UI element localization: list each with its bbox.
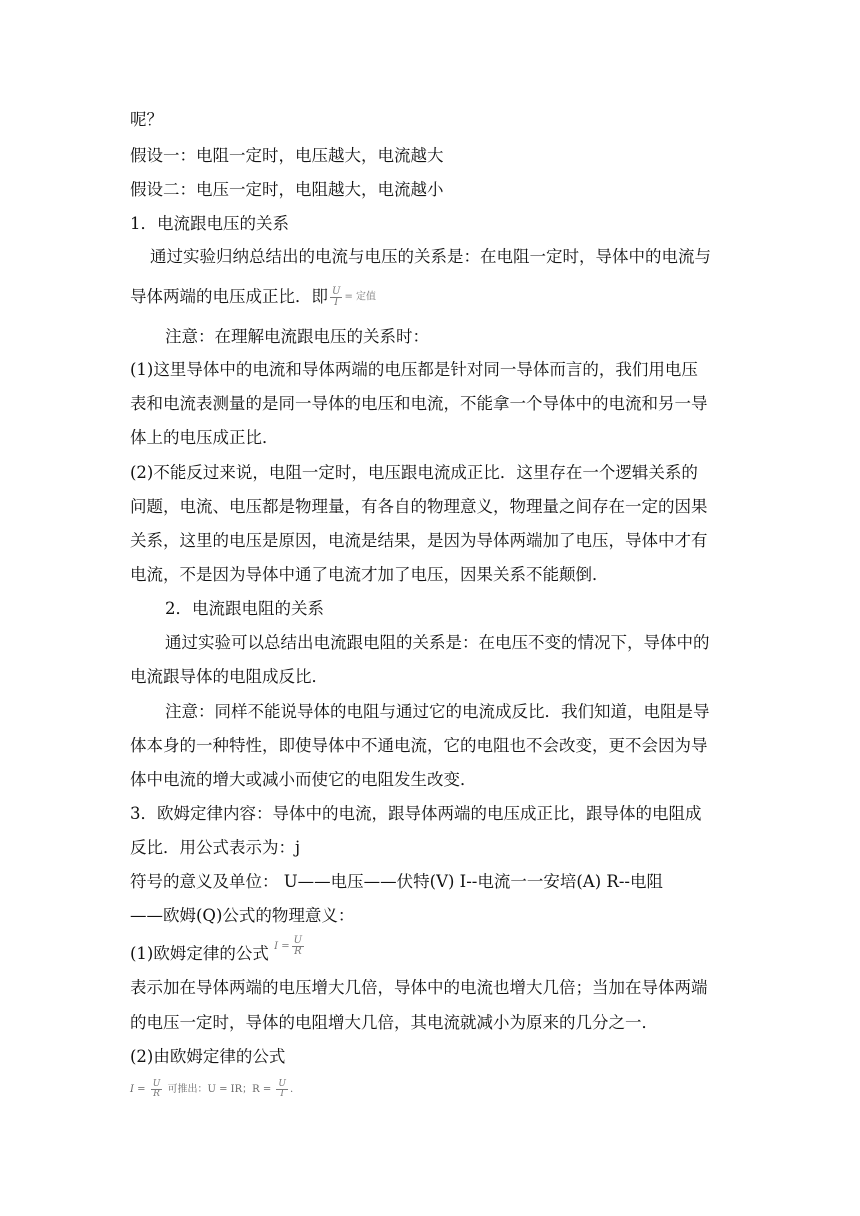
section-heading-3: 3．欧姆定律内容：导体中的电流，跟导体两端的电压成正比，跟导体的电阻成 [130,804,702,823]
paragraph-line-with-formula [130,935,306,967]
paragraph-line: 表和电流表测量的是同一导体的电压和电流，不能拿一个导体中的电流和另一导 [130,394,708,413]
paragraph-line: 电流，不是因为导体中通了电流才加了电压，因果关系不能颠倒． [130,565,609,584]
note-heading: 注意：在理解电流跟电压的关系时： [165,327,429,346]
paragraph-line: 通过实验归纳总结出的电流与电压的关系是：在电阻一定时，导体中的电流与 [150,247,711,266]
text-segment: 导体两端的电压成正比．即 [130,287,328,306]
paragraph-line: 体本身的一种特性，即使导体中不通电流，它的电阻也不会改变，更不会因为导 [130,736,708,755]
formula-lhs: I = [130,1084,146,1095]
formula-derivation [130,1080,293,1099]
hypothesis-one: 假设一：电阻一定时，电压越大，电流越大 [130,146,444,165]
paragraph-line: 问题，电流、电压都是物理量，有各自的物理意义，物理量之间存在一定的因果 [130,497,708,516]
paragraph-line: 电流跟导体的电阻成反比． [130,667,328,686]
paragraph-line: 表示加在导体两端的电压增大几倍，导体中的电流也增大几倍；当加在导体两端 [130,978,708,997]
paragraph-line-with-formula [130,285,376,310]
symbols-line: 符号的意义及单位： U——电压——伏特(V) I--电流一一安培(A) R--电阻 [130,872,663,891]
formula-middle-text: 可推出：U = IR；R = [167,1084,272,1095]
text-line: 呢？ [130,110,163,129]
paragraph-line: 关系，这里的电压是原因，电流是结果，是因为导体两端加了电压，导体中才有 [130,531,708,550]
paragraph-line: 反比．用公式表示为：j [130,838,301,857]
paragraph-line: (2)由欧姆定律的公式 [130,1047,286,1066]
formula-fraction-u-over-r: $\frac{U}{R}$ [152,1079,161,1099]
text-segment: (1)欧姆定律的公式 [130,944,269,963]
paragraph-line: (2)不能反过来说，电阻一定时，电压跟电流成正比．这里存在一个逻辑关系的 [130,463,698,482]
paragraph-line: 通过实验可以总结出电流跟电阻的关系是：在电压不变的情况下，导体中的 [165,633,710,652]
paragraph-line: 体中电流的增大或减小而使它的电阻发生改变． [130,770,477,789]
section-heading-2: 2．电流跟电阻的关系 [165,599,324,618]
formula-lhs: I = [274,940,290,952]
formula-end: . [290,1084,294,1095]
section-heading-1: 1．电流跟电压的关系 [130,214,289,233]
paragraph-line: 体上的电压成正比． [130,428,279,447]
formula-constant: = 定值 [344,291,376,303]
paragraph-line: (1)这里导体中的电流和导体两端的电压都是针对同一导体而言的，我们用电压 [130,360,698,379]
paragraph-line: 的电压一定时，导体的电阻增大几倍，其电流就减小为原来的几分之一． [130,1013,658,1032]
paragraph-line: ——欧姆(Q)公式的物理意义： [130,906,355,925]
paragraph-line: 注意：同样不能说导体的电阻与通过它的电流成反比．我们知道，电阻是导 [165,702,710,721]
hypothesis-two: 假设二：电压一定时，电阻越大，电流越小 [130,180,444,199]
formula-fraction-u-over-i: $\frac{U}{I}$ [332,286,341,308]
formula-fraction-u-over-i: $\frac{U}{I}$ [278,1079,286,1099]
formula-fraction-u-over-r: $\frac{U}{R}$ [293,935,303,957]
